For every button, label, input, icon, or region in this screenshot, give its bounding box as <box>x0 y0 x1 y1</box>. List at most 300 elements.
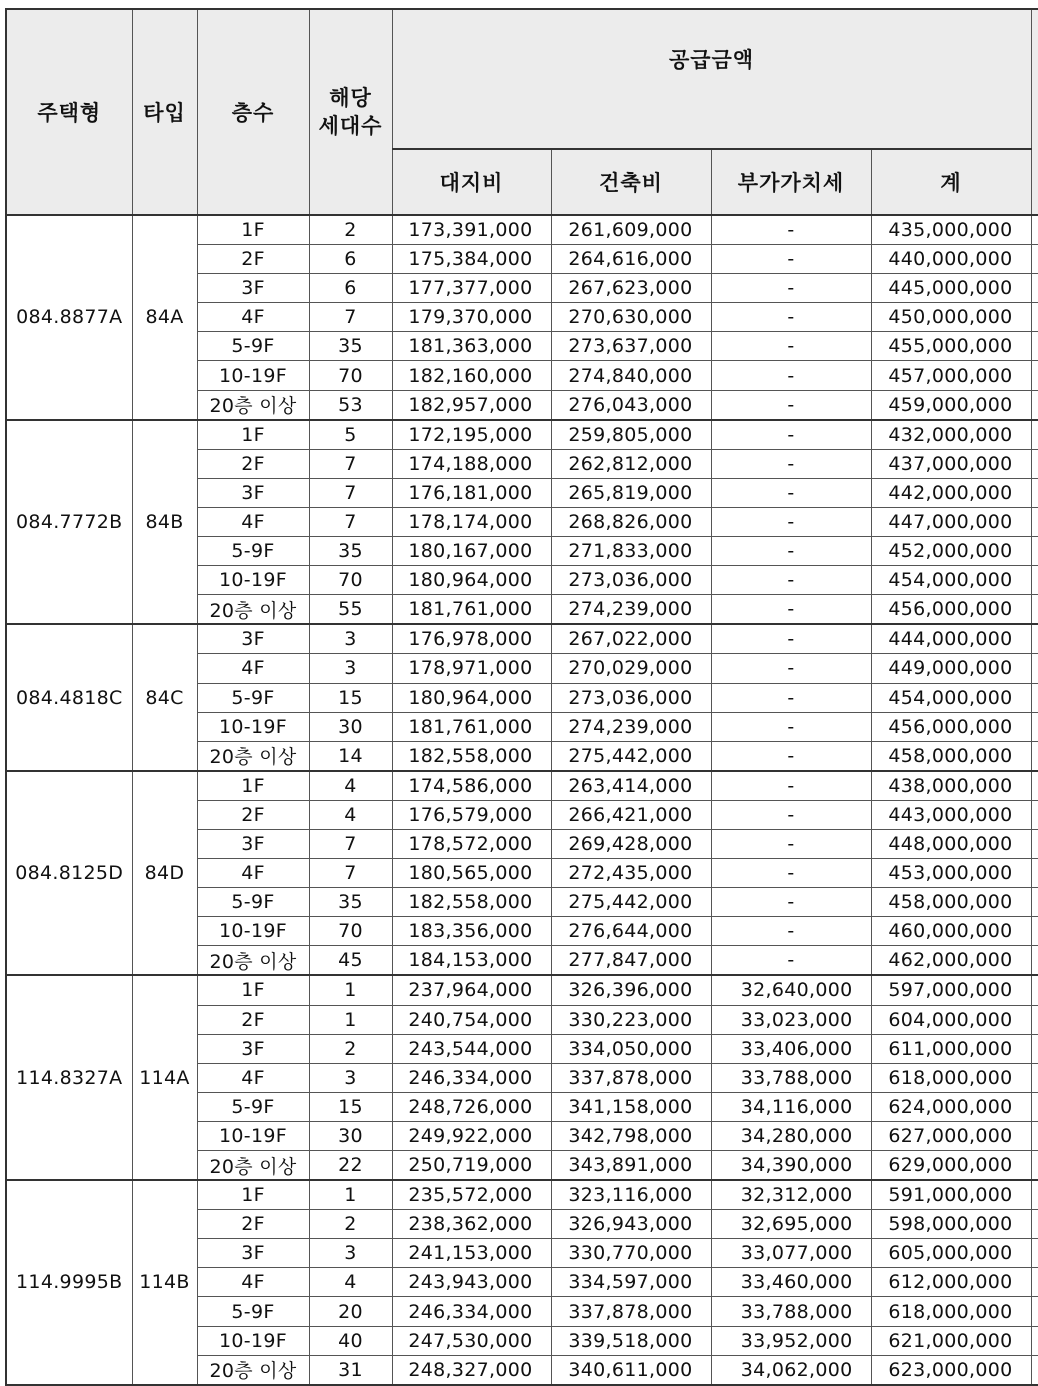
total-price-cell: 598,000,000 <box>871 1210 1031 1239</box>
vat-cell: 33,952,000 <box>711 1326 871 1355</box>
floor-cell: 4F <box>197 1268 309 1297</box>
units-cell: 2 <box>309 1034 392 1063</box>
building-price-cell: 337,878,000 <box>551 1063 711 1092</box>
building-price-cell: 339,518,000 <box>551 1326 711 1355</box>
floor-cell: 10-19F <box>197 1326 309 1355</box>
vat-cell: - <box>711 917 871 946</box>
vat-cell: - <box>711 771 871 801</box>
supply-price-table <box>5 8 1038 1386</box>
floor-cell: 3F <box>197 624 309 654</box>
type-code-cell: 114.8327A <box>6 975 132 1180</box>
units-cell: 40 <box>309 1326 392 1355</box>
land-price-cell: 250,719,000 <box>392 1151 551 1181</box>
units-cell: 3 <box>309 1239 392 1268</box>
land-price-cell: 180,964,000 <box>392 683 551 712</box>
header-units-line2: 세대수 <box>318 114 383 138</box>
floor-cell: 2F <box>197 449 309 478</box>
cutoff-cell <box>1031 566 1038 595</box>
header-supply-price: 공급금액 <box>392 9 1031 149</box>
cutoff-cell <box>1031 449 1038 478</box>
total-price-cell: 621,000,000 <box>871 1326 1031 1355</box>
cutoff-cell <box>1031 683 1038 712</box>
land-price-cell: 176,579,000 <box>392 800 551 829</box>
vat-cell: 32,312,000 <box>711 1180 871 1210</box>
units-cell: 30 <box>309 1121 392 1150</box>
units-cell: 2 <box>309 215 392 245</box>
vat-cell: - <box>711 420 871 450</box>
units-cell: 7 <box>309 507 392 536</box>
total-price-cell: 462,000,000 <box>871 946 1031 976</box>
cutoff-cell <box>1031 595 1038 625</box>
table-row <box>6 1180 1038 1210</box>
vat-cell: - <box>711 245 871 274</box>
floor-cell: 1F <box>197 215 309 245</box>
cutoff-cell <box>1031 741 1038 771</box>
floor-cell: 3F <box>197 829 309 858</box>
units-cell: 1 <box>309 1005 392 1034</box>
total-price-cell: 448,000,000 <box>871 829 1031 858</box>
land-price-cell: 174,188,000 <box>392 449 551 478</box>
vat-cell: 33,077,000 <box>711 1239 871 1268</box>
total-price-cell: 449,000,000 <box>871 654 1031 683</box>
vat-cell: - <box>711 888 871 917</box>
table-row <box>6 215 1038 245</box>
total-price-cell: 458,000,000 <box>871 741 1031 771</box>
land-price-cell: 181,363,000 <box>392 332 551 361</box>
vat-cell: - <box>711 741 871 771</box>
land-price-cell: 237,964,000 <box>392 975 551 1005</box>
total-price-cell: 459,000,000 <box>871 390 1031 420</box>
type-cell: 84B <box>132 420 197 625</box>
type-cell: 84A <box>132 215 197 420</box>
land-price-cell: 247,530,000 <box>392 1326 551 1355</box>
land-price-cell: 175,384,000 <box>392 245 551 274</box>
land-price-cell: 177,377,000 <box>392 274 551 303</box>
land-price-cell: 248,726,000 <box>392 1092 551 1121</box>
total-price-cell: 612,000,000 <box>871 1268 1031 1297</box>
floor-cell: 20층 이상 <box>197 595 309 625</box>
vat-cell: - <box>711 507 871 536</box>
total-price-cell: 444,000,000 <box>871 624 1031 654</box>
type-code-cell: 084.7772B <box>6 420 132 625</box>
total-price-cell: 604,000,000 <box>871 1005 1031 1034</box>
floor-cell: 4F <box>197 303 309 332</box>
land-price-cell: 243,544,000 <box>392 1034 551 1063</box>
land-price-cell: 174,586,000 <box>392 771 551 801</box>
header-floor: 층수 <box>197 9 309 215</box>
header-units-line1: 해당 <box>329 86 372 110</box>
cutoff-cell <box>1031 390 1038 420</box>
units-cell: 2 <box>309 1210 392 1239</box>
cutoff-cell <box>1031 215 1038 245</box>
units-cell: 30 <box>309 712 392 741</box>
cutoff-cell <box>1031 478 1038 507</box>
floor-cell: 2F <box>197 1210 309 1239</box>
building-price-cell: 264,616,000 <box>551 245 711 274</box>
table-row <box>6 975 1038 1005</box>
building-price-cell: 270,029,000 <box>551 654 711 683</box>
building-price-cell: 273,036,000 <box>551 566 711 595</box>
floor-cell: 10-19F <box>197 361 309 390</box>
vat-cell: 34,062,000 <box>711 1355 871 1385</box>
land-price-cell: 235,572,000 <box>392 1180 551 1210</box>
land-price-cell: 182,558,000 <box>392 888 551 917</box>
land-price-cell: 240,754,000 <box>392 1005 551 1034</box>
units-cell: 70 <box>309 917 392 946</box>
building-price-cell: 342,798,000 <box>551 1121 711 1150</box>
total-price-cell: 445,000,000 <box>871 274 1031 303</box>
building-price-cell: 275,442,000 <box>551 741 711 771</box>
units-cell: 14 <box>309 741 392 771</box>
building-price-cell: 326,943,000 <box>551 1210 711 1239</box>
total-price-cell: 627,000,000 <box>871 1121 1031 1150</box>
total-price-cell: 597,000,000 <box>871 975 1031 1005</box>
vat-cell: 32,640,000 <box>711 975 871 1005</box>
total-price-cell: 454,000,000 <box>871 683 1031 712</box>
cutoff-cell <box>1031 1210 1038 1239</box>
vat-cell: - <box>711 566 871 595</box>
floor-cell: 1F <box>197 420 309 450</box>
units-cell: 1 <box>309 1180 392 1210</box>
type-code-cell: 084.8125D <box>6 771 132 976</box>
land-price-cell: 176,978,000 <box>392 624 551 654</box>
cutoff-cell <box>1031 1239 1038 1268</box>
building-price-cell: 330,223,000 <box>551 1005 711 1034</box>
building-price-cell: 334,597,000 <box>551 1268 711 1297</box>
floor-cell: 1F <box>197 771 309 801</box>
cutoff-cell <box>1031 1180 1038 1210</box>
total-price-cell: 437,000,000 <box>871 449 1031 478</box>
units-cell: 4 <box>309 800 392 829</box>
vat-cell: 34,280,000 <box>711 1121 871 1150</box>
land-price-cell: 246,334,000 <box>392 1297 551 1326</box>
header-type-code: 주택형 <box>6 9 132 215</box>
cutoff-cell <box>1031 332 1038 361</box>
cutoff-cell <box>1031 800 1038 829</box>
units-cell: 7 <box>309 829 392 858</box>
floor-cell: 10-19F <box>197 712 309 741</box>
cutoff-cell <box>1031 1034 1038 1063</box>
vat-cell: - <box>711 946 871 976</box>
total-price-cell: 629,000,000 <box>871 1151 1031 1181</box>
units-cell: 45 <box>309 946 392 976</box>
cutoff-cell <box>1031 1326 1038 1355</box>
header-total: 계 <box>871 149 1031 215</box>
vat-cell: - <box>711 361 871 390</box>
vat-cell: - <box>711 390 871 420</box>
floor-cell: 3F <box>197 274 309 303</box>
vat-cell: - <box>711 478 871 507</box>
table-body <box>6 215 1038 1385</box>
units-cell: 35 <box>309 537 392 566</box>
cutoff-cell <box>1031 537 1038 566</box>
units-cell: 6 <box>309 274 392 303</box>
building-price-cell: 259,805,000 <box>551 420 711 450</box>
units-cell: 3 <box>309 654 392 683</box>
units-cell: 3 <box>309 624 392 654</box>
total-price-cell: 432,000,000 <box>871 420 1031 450</box>
vat-cell: 33,788,000 <box>711 1297 871 1326</box>
building-price-cell: 277,847,000 <box>551 946 711 976</box>
floor-cell: 5-9F <box>197 683 309 712</box>
vat-cell: - <box>711 624 871 654</box>
total-price-cell: 591,000,000 <box>871 1180 1031 1210</box>
floor-cell: 3F <box>197 1239 309 1268</box>
land-price-cell: 182,957,000 <box>392 390 551 420</box>
vat-cell: 33,406,000 <box>711 1034 871 1063</box>
building-price-cell: 340,611,000 <box>551 1355 711 1385</box>
cutoff-cell <box>1031 712 1038 741</box>
land-price-cell: 179,370,000 <box>392 303 551 332</box>
floor-cell: 10-19F <box>197 917 309 946</box>
units-cell: 15 <box>309 1092 392 1121</box>
land-price-cell: 178,174,000 <box>392 507 551 536</box>
cutoff-cell <box>1031 624 1038 654</box>
cutoff-cell <box>1031 888 1038 917</box>
total-price-cell: 611,000,000 <box>871 1034 1031 1063</box>
units-cell: 6 <box>309 245 392 274</box>
units-cell: 31 <box>309 1355 392 1385</box>
building-price-cell: 271,833,000 <box>551 537 711 566</box>
building-price-cell: 343,891,000 <box>551 1151 711 1181</box>
cutoff-cell <box>1031 975 1038 1005</box>
building-price-cell: 276,644,000 <box>551 917 711 946</box>
total-price-cell: 605,000,000 <box>871 1239 1031 1268</box>
building-price-cell: 262,812,000 <box>551 449 711 478</box>
vat-cell: - <box>711 449 871 478</box>
total-price-cell: 440,000,000 <box>871 245 1031 274</box>
land-price-cell: 180,167,000 <box>392 537 551 566</box>
floor-cell: 1F <box>197 1180 309 1210</box>
cutoff-cell <box>1031 303 1038 332</box>
land-price-cell: 182,160,000 <box>392 361 551 390</box>
vat-cell: 32,695,000 <box>711 1210 871 1239</box>
vat-cell: - <box>711 595 871 625</box>
cutoff-cell <box>1031 859 1038 888</box>
total-price-cell: 618,000,000 <box>871 1297 1031 1326</box>
building-price-cell: 270,630,000 <box>551 303 711 332</box>
table-row <box>6 771 1038 801</box>
total-price-cell: 452,000,000 <box>871 537 1031 566</box>
building-price-cell: 273,036,000 <box>551 683 711 712</box>
vat-cell: - <box>711 303 871 332</box>
cutoff-cell <box>1031 917 1038 946</box>
header-building: 건축비 <box>551 149 711 215</box>
total-price-cell: 453,000,000 <box>871 859 1031 888</box>
type-code-cell: 084.4818C <box>6 624 132 770</box>
units-cell: 70 <box>309 566 392 595</box>
units-cell: 70 <box>309 361 392 390</box>
floor-cell: 2F <box>197 245 309 274</box>
cutoff-cell <box>1031 1297 1038 1326</box>
vat-cell: - <box>711 537 871 566</box>
building-price-cell: 274,840,000 <box>551 361 711 390</box>
building-price-cell: 275,442,000 <box>551 888 711 917</box>
type-cell: 84D <box>132 771 197 976</box>
floor-cell: 20층 이상 <box>197 1151 309 1181</box>
floor-cell: 5-9F <box>197 537 309 566</box>
total-price-cell: 457,000,000 <box>871 361 1031 390</box>
units-cell: 1 <box>309 975 392 1005</box>
header-units <box>309 9 392 215</box>
vat-cell: - <box>711 712 871 741</box>
floor-cell: 4F <box>197 1063 309 1092</box>
vat-cell: 34,116,000 <box>711 1092 871 1121</box>
cutoff-cell <box>1031 245 1038 274</box>
land-price-cell: 243,943,000 <box>392 1268 551 1297</box>
vat-cell: - <box>711 274 871 303</box>
units-cell: 5 <box>309 420 392 450</box>
cutoff-cell <box>1031 507 1038 536</box>
land-price-cell: 173,391,000 <box>392 215 551 245</box>
units-cell: 22 <box>309 1151 392 1181</box>
cutoff-cell <box>1031 361 1038 390</box>
total-price-cell: 447,000,000 <box>871 507 1031 536</box>
vat-cell: - <box>711 332 871 361</box>
cutoff-cell <box>1031 1005 1038 1034</box>
total-price-cell: 454,000,000 <box>871 566 1031 595</box>
cutoff-cell <box>1031 1063 1038 1092</box>
cutoff-cell <box>1031 1268 1038 1297</box>
land-price-cell: 238,362,000 <box>392 1210 551 1239</box>
vat-cell: 34,390,000 <box>711 1151 871 1181</box>
floor-cell: 1F <box>197 975 309 1005</box>
floor-cell: 20층 이상 <box>197 1355 309 1385</box>
building-price-cell: 337,878,000 <box>551 1297 711 1326</box>
vat-cell: - <box>711 829 871 858</box>
land-price-cell: 180,565,000 <box>392 859 551 888</box>
building-price-cell: 334,050,000 <box>551 1034 711 1063</box>
land-price-cell: 178,971,000 <box>392 654 551 683</box>
building-price-cell: 276,043,000 <box>551 390 711 420</box>
vat-cell: - <box>711 800 871 829</box>
floor-cell: 3F <box>197 1034 309 1063</box>
total-price-cell: 623,000,000 <box>871 1355 1031 1385</box>
building-price-cell: 274,239,000 <box>551 595 711 625</box>
cutoff-cell <box>1031 771 1038 801</box>
floor-cell: 5-9F <box>197 1092 309 1121</box>
type-code-cell: 114.9995B <box>6 1180 132 1385</box>
cutoff-cell <box>1031 946 1038 976</box>
floor-cell: 2F <box>197 1005 309 1034</box>
type-cell: 84C <box>132 624 197 770</box>
vat-cell: - <box>711 654 871 683</box>
building-price-cell: 267,022,000 <box>551 624 711 654</box>
total-price-cell: 458,000,000 <box>871 888 1031 917</box>
units-cell: 55 <box>309 595 392 625</box>
total-price-cell: 443,000,000 <box>871 800 1031 829</box>
land-price-cell: 249,922,000 <box>392 1121 551 1150</box>
land-price-cell: 180,964,000 <box>392 566 551 595</box>
building-price-cell: 330,770,000 <box>551 1239 711 1268</box>
vat-cell: - <box>711 683 871 712</box>
header-land: 대지비 <box>392 149 551 215</box>
building-price-cell: 274,239,000 <box>551 712 711 741</box>
building-price-cell: 341,158,000 <box>551 1092 711 1121</box>
floor-cell: 2F <box>197 800 309 829</box>
vat-cell: 33,788,000 <box>711 1063 871 1092</box>
total-price-cell: 456,000,000 <box>871 712 1031 741</box>
units-cell: 35 <box>309 332 392 361</box>
units-cell: 4 <box>309 1268 392 1297</box>
total-price-cell: 460,000,000 <box>871 917 1031 946</box>
total-price-cell: 450,000,000 <box>871 303 1031 332</box>
cutoff-cell <box>1031 1121 1038 1150</box>
units-cell: 15 <box>309 683 392 712</box>
total-price-cell: 456,000,000 <box>871 595 1031 625</box>
cutoff-cell <box>1031 1355 1038 1385</box>
total-price-cell: 618,000,000 <box>871 1063 1031 1092</box>
building-price-cell: 273,637,000 <box>551 332 711 361</box>
land-price-cell: 182,558,000 <box>392 741 551 771</box>
header-type: 타입 <box>132 9 197 215</box>
type-cell: 114A <box>132 975 197 1180</box>
header-cutoff <box>1031 9 1038 215</box>
vat-cell: - <box>711 215 871 245</box>
floor-cell: 4F <box>197 507 309 536</box>
units-cell: 7 <box>309 478 392 507</box>
land-price-cell: 181,761,000 <box>392 712 551 741</box>
total-price-cell: 624,000,000 <box>871 1092 1031 1121</box>
cutoff-cell <box>1031 654 1038 683</box>
vat-cell: 33,023,000 <box>711 1005 871 1034</box>
header-vat: 부가가치세 <box>711 149 871 215</box>
floor-cell: 20층 이상 <box>197 390 309 420</box>
floor-cell: 4F <box>197 859 309 888</box>
vat-cell: - <box>711 859 871 888</box>
total-price-cell: 442,000,000 <box>871 478 1031 507</box>
units-cell: 35 <box>309 888 392 917</box>
total-price-cell: 455,000,000 <box>871 332 1031 361</box>
building-price-cell: 269,428,000 <box>551 829 711 858</box>
units-cell: 4 <box>309 771 392 801</box>
land-price-cell: 241,153,000 <box>392 1239 551 1268</box>
land-price-cell: 184,153,000 <box>392 946 551 976</box>
floor-cell: 10-19F <box>197 1121 309 1150</box>
cutoff-cell <box>1031 1151 1038 1181</box>
units-cell: 7 <box>309 303 392 332</box>
building-price-cell: 265,819,000 <box>551 478 711 507</box>
floor-cell: 3F <box>197 478 309 507</box>
units-cell: 7 <box>309 449 392 478</box>
floor-cell: 5-9F <box>197 332 309 361</box>
cutoff-cell <box>1031 829 1038 858</box>
land-price-cell: 176,181,000 <box>392 478 551 507</box>
land-price-cell: 172,195,000 <box>392 420 551 450</box>
floor-cell: 20층 이상 <box>197 946 309 976</box>
building-price-cell: 261,609,000 <box>551 215 711 245</box>
building-price-cell: 326,396,000 <box>551 975 711 1005</box>
land-price-cell: 248,327,000 <box>392 1355 551 1385</box>
floor-cell: 5-9F <box>197 1297 309 1326</box>
floor-cell: 10-19F <box>197 566 309 595</box>
floor-cell: 5-9F <box>197 888 309 917</box>
cutoff-cell <box>1031 1092 1038 1121</box>
building-price-cell: 267,623,000 <box>551 274 711 303</box>
units-cell: 53 <box>309 390 392 420</box>
building-price-cell: 268,826,000 <box>551 507 711 536</box>
table-row <box>6 624 1038 654</box>
building-price-cell: 266,421,000 <box>551 800 711 829</box>
land-price-cell: 181,761,000 <box>392 595 551 625</box>
land-price-cell: 183,356,000 <box>392 917 551 946</box>
floor-cell: 4F <box>197 654 309 683</box>
cutoff-cell <box>1031 420 1038 450</box>
table-row <box>6 420 1038 450</box>
type-code-cell: 084.8877A <box>6 215 132 420</box>
vat-cell: 33,460,000 <box>711 1268 871 1297</box>
units-cell: 3 <box>309 1063 392 1092</box>
